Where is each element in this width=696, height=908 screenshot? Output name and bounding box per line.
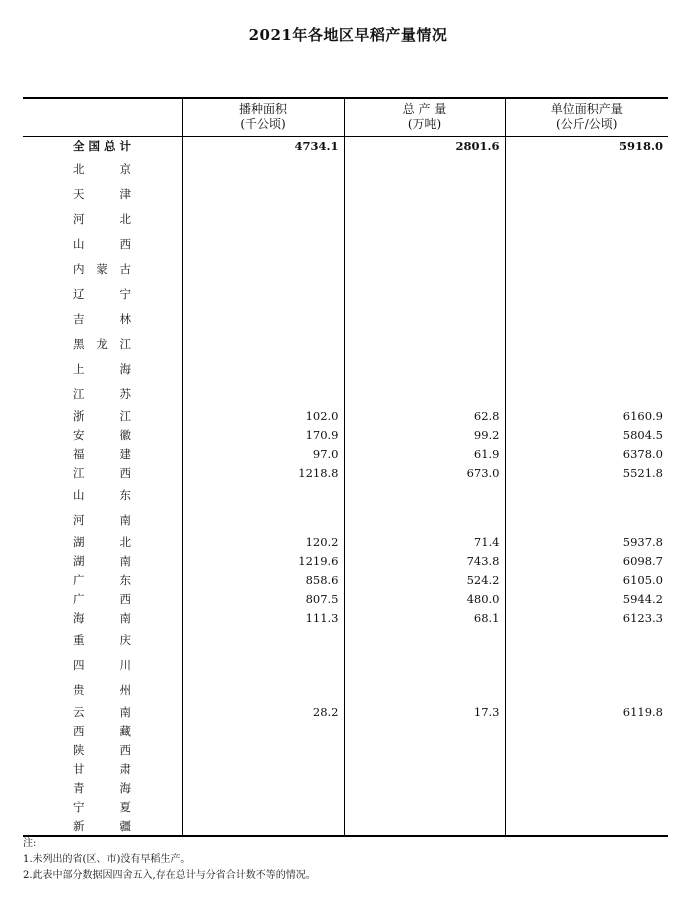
table-row bbox=[23, 816, 668, 836]
table-row bbox=[23, 759, 668, 778]
total-output-cell: 673.0 bbox=[344, 463, 505, 482]
sown-area-cell bbox=[182, 156, 344, 181]
table-row-total bbox=[23, 136, 668, 156]
table-header-row bbox=[23, 98, 668, 136]
total-output-cell bbox=[344, 306, 505, 331]
sown-area-cell bbox=[182, 627, 344, 652]
region-name bbox=[23, 463, 182, 482]
page-title: 2021年各地区早稻产量情况 bbox=[248, 26, 448, 44]
unit-yield-cell bbox=[505, 231, 668, 256]
total-output-cell: 68.1 bbox=[344, 608, 505, 627]
sown-area-cell bbox=[182, 331, 344, 356]
sown-area-cell: 120.2 bbox=[182, 532, 344, 551]
total-output-cell bbox=[344, 181, 505, 206]
unit-yield-cell: 6119.8 bbox=[505, 702, 668, 721]
table-row bbox=[23, 551, 668, 570]
total-output-cell bbox=[344, 231, 505, 256]
unit-yield-cell bbox=[505, 677, 668, 702]
sown-area-cell bbox=[182, 797, 344, 816]
table-row bbox=[23, 281, 668, 306]
table-row bbox=[23, 652, 668, 677]
region-label: 辽宁 bbox=[73, 286, 131, 301]
header-unit-yield-label: 单位面积产量 bbox=[550, 102, 623, 117]
sown-area-cell bbox=[182, 482, 344, 507]
region-label: 全国总计 bbox=[73, 139, 131, 154]
table-row bbox=[23, 532, 668, 551]
region-name bbox=[23, 356, 182, 381]
region-name bbox=[23, 740, 182, 759]
table-row bbox=[23, 589, 668, 608]
production-table bbox=[23, 97, 668, 837]
total-output-cell bbox=[344, 256, 505, 281]
region-label: 贵州 bbox=[73, 682, 131, 697]
footnotes bbox=[23, 836, 316, 884]
total-output-cell: 2801.6 bbox=[344, 136, 505, 156]
table-row bbox=[23, 463, 668, 482]
header-unit-yield-unit: (公斤/公顷) bbox=[556, 117, 618, 132]
total-output-cell bbox=[344, 627, 505, 652]
sown-area-cell: 1218.8 bbox=[182, 463, 344, 482]
table-row bbox=[23, 608, 668, 627]
unit-yield-cell bbox=[505, 306, 668, 331]
sown-area-cell bbox=[182, 256, 344, 281]
unit-yield-cell bbox=[505, 356, 668, 381]
region-name bbox=[23, 551, 182, 570]
table-row bbox=[23, 306, 668, 331]
unit-yield-cell bbox=[505, 331, 668, 356]
region-name bbox=[23, 570, 182, 589]
table-row bbox=[23, 740, 668, 759]
header-sown-area-unit: (千公顷) bbox=[240, 117, 286, 132]
region-label: 甘肃 bbox=[73, 761, 131, 776]
sown-area-cell bbox=[182, 231, 344, 256]
unit-yield-cell: 6105.0 bbox=[505, 570, 668, 589]
total-output-cell bbox=[344, 331, 505, 356]
region-name bbox=[23, 206, 182, 231]
unit-yield-cell bbox=[505, 627, 668, 652]
region-name bbox=[23, 381, 182, 406]
unit-yield-cell bbox=[505, 721, 668, 740]
sown-area-cell bbox=[182, 206, 344, 231]
unit-yield-cell: 6378.0 bbox=[505, 444, 668, 463]
sown-area-cell bbox=[182, 356, 344, 381]
table-row bbox=[23, 702, 668, 721]
unit-yield-cell: 6123.3 bbox=[505, 608, 668, 627]
table-row bbox=[23, 425, 668, 444]
table-row bbox=[23, 206, 668, 231]
region-name bbox=[23, 797, 182, 816]
region-label: 广西 bbox=[73, 591, 131, 606]
header-sown-area bbox=[182, 98, 344, 136]
sown-area-cell: 1219.6 bbox=[182, 551, 344, 570]
sown-area-cell bbox=[182, 281, 344, 306]
unit-yield-cell bbox=[505, 381, 668, 406]
unit-yield-cell: 5521.8 bbox=[505, 463, 668, 482]
unit-yield-cell bbox=[505, 256, 668, 281]
region-label: 广东 bbox=[73, 572, 131, 587]
unit-yield-cell bbox=[505, 181, 668, 206]
table-row bbox=[23, 406, 668, 425]
region-label: 内蒙古 bbox=[73, 261, 131, 276]
table-row bbox=[23, 677, 668, 702]
table-row bbox=[23, 627, 668, 652]
table-row bbox=[23, 797, 668, 816]
sown-area-cell: 4734.1 bbox=[182, 136, 344, 156]
region-name bbox=[23, 406, 182, 425]
region-label: 安徽 bbox=[73, 427, 131, 442]
region-name bbox=[23, 608, 182, 627]
unit-yield-cell: 5937.8 bbox=[505, 532, 668, 551]
region-name bbox=[23, 816, 182, 836]
table-row bbox=[23, 570, 668, 589]
sown-area-cell: 97.0 bbox=[182, 444, 344, 463]
unit-yield-cell: 5918.0 bbox=[505, 136, 668, 156]
region-label: 云南 bbox=[73, 704, 131, 719]
total-output-cell: 17.3 bbox=[344, 702, 505, 721]
total-output-cell: 62.8 bbox=[344, 406, 505, 425]
unit-yield-cell: 5944.2 bbox=[505, 589, 668, 608]
region-label: 浙江 bbox=[73, 408, 131, 423]
total-output-cell: 480.0 bbox=[344, 589, 505, 608]
sown-area-cell: 170.9 bbox=[182, 425, 344, 444]
unit-yield-cell bbox=[505, 816, 668, 836]
region-name bbox=[23, 136, 182, 156]
total-output-cell bbox=[344, 740, 505, 759]
region-label: 西藏 bbox=[73, 723, 131, 738]
table-body bbox=[23, 136, 668, 836]
region-label: 山西 bbox=[73, 236, 131, 251]
region-name bbox=[23, 677, 182, 702]
region-label: 新疆 bbox=[73, 818, 131, 833]
sown-area-cell: 102.0 bbox=[182, 406, 344, 425]
unit-yield-cell: 5804.5 bbox=[505, 425, 668, 444]
table-row bbox=[23, 181, 668, 206]
sown-area-cell: 807.5 bbox=[182, 589, 344, 608]
total-output-cell bbox=[344, 816, 505, 836]
footnote-2: 2.此表中部分数据因四舍五入,存在总计与分省合计数不等的情况。 bbox=[23, 870, 316, 881]
region-name bbox=[23, 532, 182, 551]
sown-area-cell bbox=[182, 507, 344, 532]
region-label: 天津 bbox=[73, 186, 131, 201]
region-name bbox=[23, 589, 182, 608]
total-output-cell bbox=[344, 721, 505, 740]
table-row bbox=[23, 721, 668, 740]
table-row bbox=[23, 331, 668, 356]
region-name bbox=[23, 652, 182, 677]
header-total-output bbox=[344, 98, 505, 136]
unit-yield-cell bbox=[505, 482, 668, 507]
header-total-output-label: 总 产 量 bbox=[402, 102, 447, 117]
sown-area-cell bbox=[182, 816, 344, 836]
region-label: 四川 bbox=[73, 657, 131, 672]
region-name bbox=[23, 721, 182, 740]
total-output-cell bbox=[344, 507, 505, 532]
total-output-cell bbox=[344, 281, 505, 306]
sown-area-cell bbox=[182, 306, 344, 331]
table-row bbox=[23, 507, 668, 532]
total-output-cell bbox=[344, 356, 505, 381]
region-label: 海南 bbox=[73, 610, 131, 625]
unit-yield-cell bbox=[505, 740, 668, 759]
total-output-cell: 743.8 bbox=[344, 551, 505, 570]
unit-yield-cell bbox=[505, 156, 668, 181]
region-label: 江西 bbox=[73, 465, 131, 480]
total-output-cell bbox=[344, 797, 505, 816]
region-name bbox=[23, 425, 182, 444]
region-name bbox=[23, 444, 182, 463]
region-name bbox=[23, 306, 182, 331]
sown-area-cell bbox=[182, 677, 344, 702]
sown-area-cell bbox=[182, 721, 344, 740]
region-name bbox=[23, 627, 182, 652]
region-name bbox=[23, 778, 182, 797]
table-row bbox=[23, 482, 668, 507]
header-total-output-unit: (万吨) bbox=[407, 117, 442, 132]
sown-area-cell bbox=[182, 740, 344, 759]
total-output-cell bbox=[344, 652, 505, 677]
total-output-cell: 99.2 bbox=[344, 425, 505, 444]
sown-area-cell bbox=[182, 181, 344, 206]
unit-yield-cell bbox=[505, 281, 668, 306]
region-name bbox=[23, 759, 182, 778]
region-label: 吉林 bbox=[73, 311, 131, 326]
total-output-cell bbox=[344, 381, 505, 406]
table-row bbox=[23, 444, 668, 463]
sown-area-cell bbox=[182, 381, 344, 406]
unit-yield-cell bbox=[505, 797, 668, 816]
region-name bbox=[23, 331, 182, 356]
table-row bbox=[23, 778, 668, 797]
total-output-cell bbox=[344, 759, 505, 778]
region-name bbox=[23, 281, 182, 306]
region-label: 上海 bbox=[73, 361, 131, 376]
region-name bbox=[23, 702, 182, 721]
region-label: 宁夏 bbox=[73, 799, 131, 814]
unit-yield-cell bbox=[505, 778, 668, 797]
region-name bbox=[23, 256, 182, 281]
total-output-cell bbox=[344, 156, 505, 181]
unit-yield-cell bbox=[505, 759, 668, 778]
table-row bbox=[23, 356, 668, 381]
header-region bbox=[23, 98, 182, 136]
footnote-1: 1.未列出的省(区、市)没有早稻生产。 bbox=[23, 854, 191, 865]
total-output-cell bbox=[344, 778, 505, 797]
header-sown-area-label: 播种面积 bbox=[238, 102, 287, 117]
total-output-cell bbox=[344, 482, 505, 507]
region-name bbox=[23, 507, 182, 532]
region-label: 山东 bbox=[73, 487, 131, 502]
unit-yield-cell: 6098.7 bbox=[505, 551, 668, 570]
region-label: 湖北 bbox=[73, 534, 131, 549]
sown-area-cell: 111.3 bbox=[182, 608, 344, 627]
sown-area-cell bbox=[182, 778, 344, 797]
table-row bbox=[23, 156, 668, 181]
unit-yield-cell bbox=[505, 206, 668, 231]
region-label: 陕西 bbox=[73, 742, 131, 757]
table-row bbox=[23, 381, 668, 406]
sown-area-cell bbox=[182, 759, 344, 778]
unit-yield-cell bbox=[505, 507, 668, 532]
region-label: 青海 bbox=[73, 780, 131, 795]
region-label: 河南 bbox=[73, 512, 131, 527]
region-label: 北京 bbox=[73, 161, 131, 176]
region-label: 黑龙江 bbox=[73, 336, 131, 351]
unit-yield-cell: 6160.9 bbox=[505, 406, 668, 425]
total-output-cell bbox=[344, 677, 505, 702]
table-row bbox=[23, 231, 668, 256]
region-name bbox=[23, 181, 182, 206]
region-label: 河北 bbox=[73, 211, 131, 226]
region-label: 湖南 bbox=[73, 553, 131, 568]
header-unit-yield bbox=[505, 98, 668, 136]
sown-area-cell: 858.6 bbox=[182, 570, 344, 589]
region-label: 重庆 bbox=[73, 632, 131, 647]
region-name bbox=[23, 156, 182, 181]
region-label: 福建 bbox=[73, 446, 131, 461]
total-output-cell bbox=[344, 206, 505, 231]
footnote-heading: 注: bbox=[23, 838, 37, 849]
table-row bbox=[23, 256, 668, 281]
region-label: 江苏 bbox=[73, 386, 131, 401]
region-name bbox=[23, 231, 182, 256]
total-output-cell: 61.9 bbox=[344, 444, 505, 463]
sown-area-cell bbox=[182, 652, 344, 677]
region-name bbox=[23, 482, 182, 507]
total-output-cell: 524.2 bbox=[344, 570, 505, 589]
sown-area-cell: 28.2 bbox=[182, 702, 344, 721]
unit-yield-cell bbox=[505, 652, 668, 677]
total-output-cell: 71.4 bbox=[344, 532, 505, 551]
